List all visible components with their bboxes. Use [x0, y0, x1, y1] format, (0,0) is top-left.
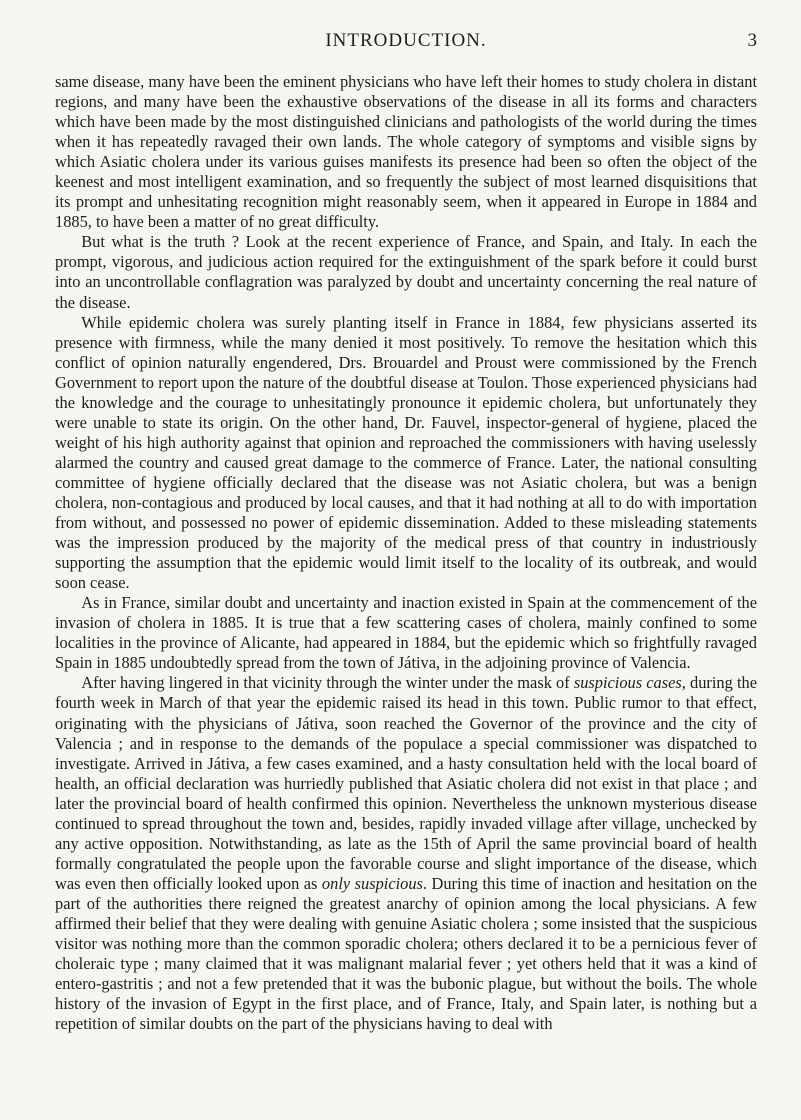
paragraph — [55, 232, 757, 312]
text-run: , during the fourth week in March of that year the epidemic raised its head in this town. Public rumor to that effect, originating with the physicians of Játiva, soon reached the Governor of the province and the city of Valencia ; and in response to the demands of the populace a special commissioner was dispatched to investigate. Arrived in Játiva, a few cases examined, and a hasty consultation held with the local board of health, an official declaration was hurriedly published that Asiatic cholera did not exist in that place ; and later the provincial board of health confirmed this opinion. Nevertheless the unknown mysterious disease continued to spread throughout the town and, besides, rapidly invaded village after village, unchecked by any active opposition. Notwithstanding, as late as the 15th of April the same provincial board of health formally congratulated the people upon the favorable course and slight importance of the disease, which was even then officially looked upon as — [55, 673, 757, 893]
text-run: After having lingered in that vicinity through the winter under the mask of — [81, 673, 574, 693]
italic-text: suspicious cases — [573, 673, 682, 693]
paragraph — [55, 72, 757, 232]
paragraph — [55, 673, 757, 1034]
paragraph — [55, 593, 757, 673]
body-text — [55, 72, 757, 1034]
paragraph — [55, 313, 757, 594]
text-run: same disease, many have been the eminent physicians who have left their homes to study cholera in distant regions, and many have been the exhaustive observations of the disease in all its forms and characters which have been made by the most distinguished clinicians and pathologists of the world during the times when it has repeatedly ravaged their own lands. The whole category of symptoms and visible signs by which Asiatic cholera under its various guises manifests its presence had been so often the object of the keenest and most intelligent examination, and so frequently the subject of most learned disquisitions that its prompt and unhesitating recognition might reasonably seem, when it appeared in Europe in 1884 and 1885, to have been a matter of no great difficulty. — [55, 72, 757, 232]
text-run: . During this time of inaction and hesitation on the part of the authorities there reigned the greatest anarchy of opinion among the local physicians. A few affirmed their belief that they were dealing with genuine Asiatic cholera ; some insisted that the suspicious visitor was nothing more than the common sporadic cholera; others declared it to be a pernicious fever of choleraic type ; many claimed that it was malignant malarial fever ; yet others held that it was a kind of entero-gastritis ; and not a few pretended that it was the bubonic plague, but without the boils. The whole history of the invasion of Egypt in the first place, and of France, Italy, and Spain later, is nothing but a repetition of similar doubts on the part of the physicians having to deal with — [55, 873, 757, 1034]
page-header — [55, 30, 757, 54]
italic-text: only suspicious — [321, 873, 423, 893]
text-run: While epidemic cholera was surely planting itself in France in 1884, few physicians asserted its presence with firmness, while the many denied it most positively. To remove the hesitation which this conflict of opinion naturally engendered, Drs. Brouardel and Proust were commissioned by the French Government to report upon the nature of the doubtful disease at Toulon. Those experienced physicians had the knowledge and the courage to unhesitatingly pronounce it epidemic cholera, but unfortunately they were unable to state its origin. On the other hand, Dr. Fauvel, inspector-general of hygiene, placed the weight of his high authority against that opinion and reproached the commissioners with having uselessly alarmed the country and caused great damage to the commerce of France. Later, the national consulting committee of hygiene officially declared that the disease was not Asiatic cholera, but was a benign cholera, non-contagious and produced by local causes, and that it had nothing at all to do with importation from without, and possessed no power of epidemic dissemination. Added to these misleading statements was the impression produced by the majority of the medical press of that country in industriously supporting the assumption that the epidemic would limit itself to the locality of its outbreak, and would soon cease. — [55, 312, 757, 593]
text-run: But what is the truth ? Look at the recent experience of France, and Spain, and Italy. In each the prompt, vigorous, and judicious action required for the extinguishment of the spark before it could burst into an uncontrollable conflagration was paralyzed by doubt and uncertainty concerning the real nature of the disease. — [55, 232, 757, 312]
page-number: 3 — [747, 30, 757, 51]
text-run: As in France, similar doubt and uncertainty and inaction existed in Spain at the commencement of the invasion of cholera in 1885. It is true that a few scattering cases of cholera, mainly confined to some localities in the province of Alicante, had appeared in 1884, but the epidemic which so frightfully ravaged Spain in 1885 undoubtedly spread from the town of Játiva, in the adjoining province of Valencia. — [55, 593, 757, 673]
running-head: INTRODUCTION. — [325, 30, 487, 51]
